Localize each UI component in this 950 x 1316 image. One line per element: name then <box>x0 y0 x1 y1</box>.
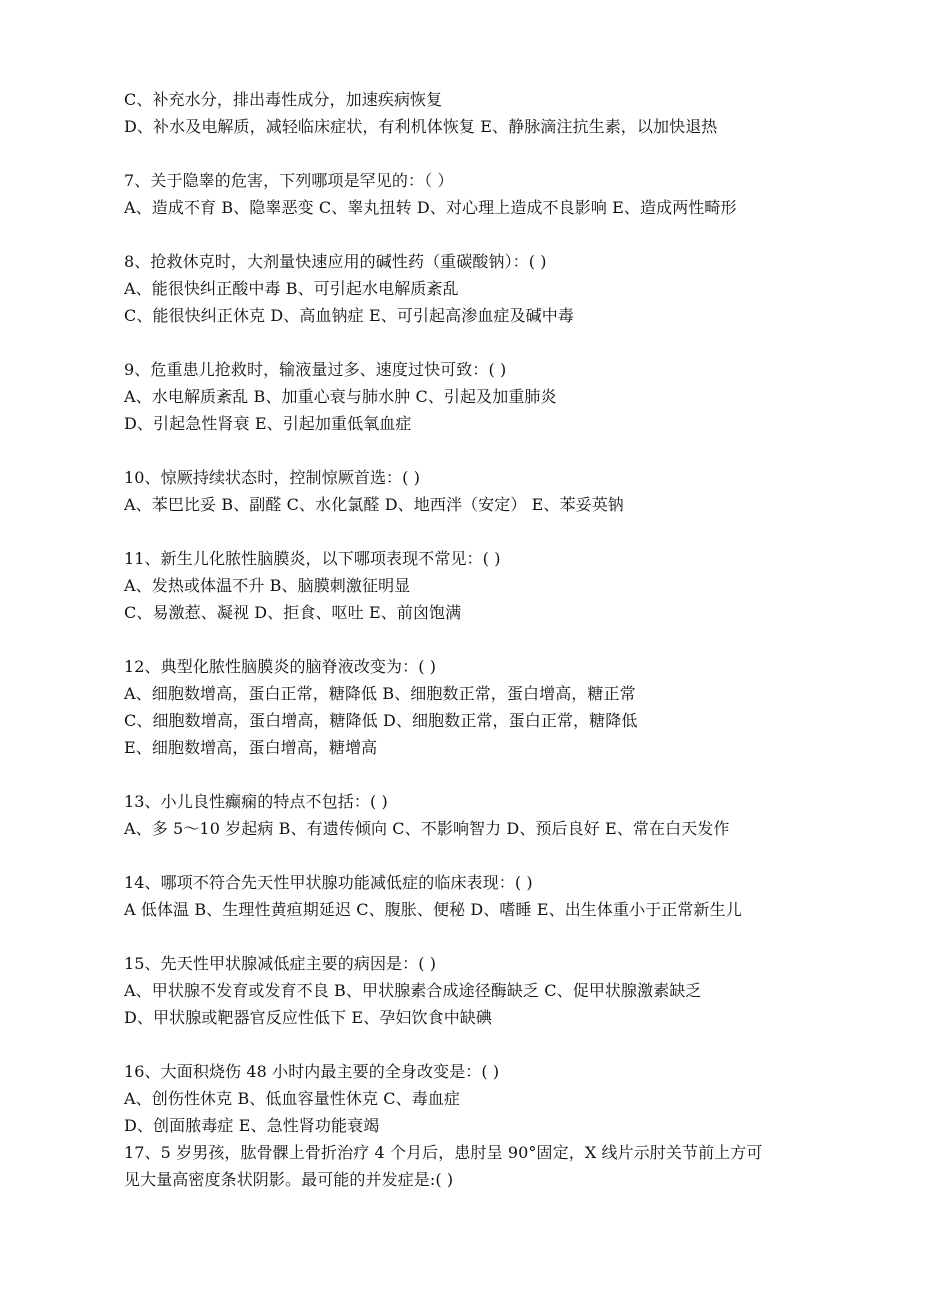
question-7 <box>124 167 844 221</box>
question-stem: 12、典型化脓性脑膜炎的脑脊液改变为：( ) <box>124 657 437 676</box>
option-line: C、补充水分，排出毒性成分，加速疾病恢复 <box>124 90 443 109</box>
option-line: A、水电解质紊乱 B、加重心衰与肺水肿 C、引起及加重肺炎 <box>124 387 557 406</box>
option-line: A、细胞数增高，蛋白正常，糖降低 B、细胞数正常，蛋白增高，糖正常 <box>124 684 636 703</box>
option-line: C、能很快纠正休克 D、高血钠症 E、可引起高渗血症及碱中毒 <box>124 306 574 325</box>
question-stem: 10、惊厥持续状态时，控制惊厥首选：( ) <box>124 468 421 487</box>
option-line: D、甲状腺或靶器官反应性低下 E、孕妇饮食中缺碘 <box>124 1008 492 1027</box>
question-stem: 14、哪项不符合先天性甲状腺功能减低症的临床表现：( ) <box>124 873 533 892</box>
question-10 <box>124 464 844 518</box>
question-stem-continued: 见大量高密度条状阴影。最可能的并发症是:( ) <box>124 1170 454 1189</box>
option-line: A、能很快纠正酸中毒 B、可引起水电解质紊乱 <box>124 279 459 298</box>
option-line: C、细胞数增高，蛋白增高，糖降低 D、细胞数正常，蛋白正常，糖降低 <box>124 711 638 730</box>
question-17 <box>124 1139 844 1193</box>
option-line: A、发热或体温不升 B、脑膜刺激征明显 <box>124 576 411 595</box>
question-stem: 17、5 岁男孩，肱骨髁上骨折治疗 4 个月后，患肘呈 90°固定，X 线片示肘关节前上方可 <box>124 1143 763 1162</box>
question-15 <box>124 950 844 1031</box>
question-13 <box>124 788 844 842</box>
option-line: A、创伤性休克 B、低血容量性休克 C、毒血症 <box>124 1089 461 1108</box>
option-line: A、苯巴比妥 B、副醛 C、水化氯醛 D、地西泮（安定） E、苯妥英钠 <box>124 495 624 514</box>
question-9 <box>124 356 844 437</box>
question-11 <box>124 545 844 626</box>
question-stem: 8、抢救休克时，大剂量快速应用的碱性药（重碳酸钠）：( ) <box>124 252 547 271</box>
question-stem: 13、小儿良性癫痫的特点不包括：( ) <box>124 792 388 811</box>
question-14 <box>124 869 844 923</box>
question-16 <box>124 1058 844 1139</box>
option-line: A、多 5～10 岁起病 B、有遗传倾向 C、不影响智力 D、预后良好 E、常在白天发作 <box>124 819 730 838</box>
option-line: D、补水及电解质，减轻临床症状，有利机体恢复 E、静脉滴注抗生素，以加快退热 <box>124 117 718 136</box>
option-line: C、易激惹、凝视 D、拒食、呕吐 E、前囟饱满 <box>124 603 462 622</box>
question-stem: 16、大面积烧伤 48 小时内最主要的全身改变是：( ) <box>124 1062 500 1081</box>
question-stem: 15、先天性甲状腺减低症主要的病因是：( ) <box>124 954 437 973</box>
option-line: A、造成不育 B、隐睾恶变 C、睾丸扭转 D、对心理上造成不良影响 E、造成两性畸形 <box>124 198 737 217</box>
question-stem: 11、新生儿化脓性脑膜炎，以下哪项表现不常见：( ) <box>124 549 501 568</box>
question-12 <box>124 653 844 761</box>
exam-page <box>124 86 844 1220</box>
question-stem: 9、危重患儿抢救时，输液量过多、速度过快可致：( ) <box>124 360 507 379</box>
option-line: A、甲状腺不发育或发育不良 B、甲状腺素合成途径酶缺乏 C、促甲状腺激素缺乏 <box>124 981 702 1000</box>
option-line: A 低体温 B、生理性黄疸期延迟 C、腹胀、便秘 D、嗜睡 E、出生体重小于正常新生儿 <box>124 900 742 919</box>
option-line: E、细胞数增高，蛋白增高，糖增高 <box>124 738 378 757</box>
question-stem: 7、关于隐睾的危害，下列哪项是罕见的：（ ） <box>124 171 454 190</box>
option-line: D、创面脓毒症 E、急性肾功能衰竭 <box>124 1116 380 1135</box>
option-line: D、引起急性肾衰 E、引起加重低氧血症 <box>124 414 412 433</box>
question-8 <box>124 248 844 329</box>
question-6-continued <box>124 86 844 140</box>
